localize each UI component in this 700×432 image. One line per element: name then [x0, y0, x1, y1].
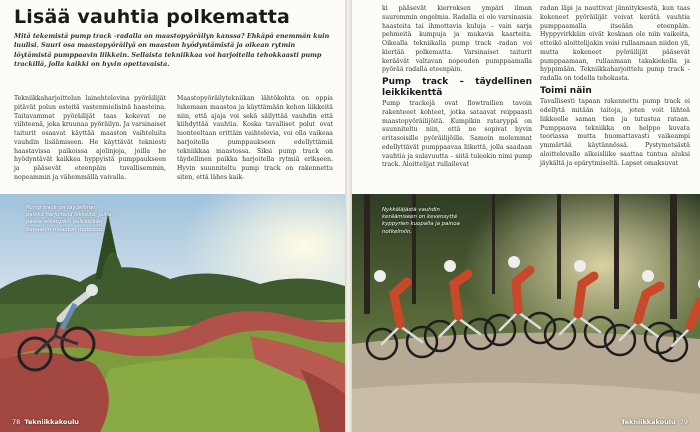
book-gutter: [345, 0, 352, 432]
body-text: radan läpi ja nauttivat jännityksestä, kun taas kokeneet pyöräilijät voivat kerätä vauhtia pumppaamalla itseään eteenpäin. Hyppyvirkkäin eivät koskaan ole niin vaikeita, etteikö aloittelijakin voisi rullaamaan niiden yli, mutta kokeneet pyöräilijät pääsevät pumppaamaan, rullaamaan takakiekolla ja hyppimään. Tekniikkaharjoittelu pump track -radalla on todella tehokasta.: [540, 5, 690, 82]
page-folio: [621, 418, 688, 426]
photo-caption: Nykkäläjästä vauhdin keräämiseen on kevensyttä kyppyrien kuopalla ja painoa notkelmiin.: [382, 207, 460, 235]
body-column-1: [382, 5, 532, 170]
intro-paragraph: Mitä tekemistä pump track -radalla on maastopyöräilyn kanssa? Ehkäpä enemmän kuin luulisi. Suuri osa maastopyöräilyä on maaston hyödyntämistä ja oikean rytmin löytämistä pumppaavin liikkein. Sellaista tekniikkaa voi harjoitella tehokkaasti pump trackillä, jolla kaikki on hyvin opettavaista.: [14, 32, 330, 68]
right-page: [352, 0, 700, 432]
body-column-2: [177, 95, 333, 183]
body-column-2: [540, 5, 690, 168]
body-column-1: [14, 95, 166, 183]
running-title: Tekniikkakoulu: [24, 418, 79, 426]
photo-caption: Pump track on täydellinen paikka harjoitella liikkeitä, joilla pääse eteenpäin pelkästään banaanin maaston muotoon.: [26, 205, 112, 233]
page-folio: [12, 418, 79, 426]
section-heading: Toimi näin: [540, 85, 592, 96]
running-title: Tekniikkakoulu: [621, 418, 676, 426]
left-page: [0, 0, 345, 432]
body-text: Tavallisesti tapaan rakennettu pump track ei edellytä mitään taitoja, joten voit lähteä liikkeelle saman tien ja tutustua rataan. Pumppaava tekniikka on helppo kuvata teoriassa mutta huomattavasti vaikeampi ymmärtää käytännössä. Pystymetsästä aloittelevalle alkeisliike saattaa tuntua aluksi jäykältä ja epärytmiseltä. Lapset omaksuvat: [540, 98, 690, 167]
page-number: 79: [679, 418, 688, 426]
page-number: 78: [12, 418, 21, 426]
body-text: ki pääsevät kierroksen ympäri ilman suuremmin ongelmia. Radalla ei ole varsinaisia haasteita tai ihmottavia kuluja – vain sarja pehmeitä kumpuja ja mukavia kaarteita. Oikealla tekniikalla pump track -radan voi kiertää polkematta. Varsinaiset taiturit keräävät valtavan nopeuden pumppaamalla pyörää radalla eteenpäin.: [382, 5, 532, 74]
body-text: Maastopyöräilytekniikan lähtökohta on oppia lukemaan maastoa ja käyttämään kehon liikkeitä niin, että ajaja voi sekä säilyttää vauhdin että kiihdyttää vauhtia. Koska tavalliset polut ovat luonteeltaan erittäin vaihtelevia, voi olla vaikeaa harjoitella pumppaukseen edellyttämiä tekniikkaa maastossa. Siksi pump track on täydellinen paikka harjoitella rytmiä erikseen. Hyvin suunniteltu pump track on rakennettu siten, että lähes kaik-: [177, 95, 333, 181]
body-text: Pump trackejä ovat flowtrailien tavoin rakenteeet kohteet, jotka sataavat reippaasti maastopyöräilijöitä. Kumpikin rataryppä on suunniteltu niin, että ne sopivat hyvin eritasoisille pyöräilijöille. Samoin molemmat edellyttävät pumppaavaa liikettä, jolla saadaan vauhtia ja sulavuutta – siitä tuleekin nimi pump track. Aloittelijat rullailevat: [382, 100, 532, 169]
section-heading: Pump track – täydellinen leikkikenttä: [382, 77, 532, 98]
body-text: Tekniikkaharjoittelun lainehtelevina pyöräilijät pitävät polun esteitä vastenmielisinä haasteina. Taitavammat pyöräilijät taas kokevat ne viihteenä, joka kruunaa pyöräilyn. Ja varsinaiset taiturit osaavat käyttää maaston vaihteluita vauhdin lisäämiseen. He käyttävät tekniesti haastavissa paikoissa ajolinjoja, joilla he hyödyntävät kaikkea hyppyistä pumppaukseen ja pääsevät eteenpäin tuvallisemmin, nopeammin ja vähemmällä vaivalla.: [14, 95, 166, 181]
page-title: Lisää vauhtia polkematta: [14, 6, 291, 28]
